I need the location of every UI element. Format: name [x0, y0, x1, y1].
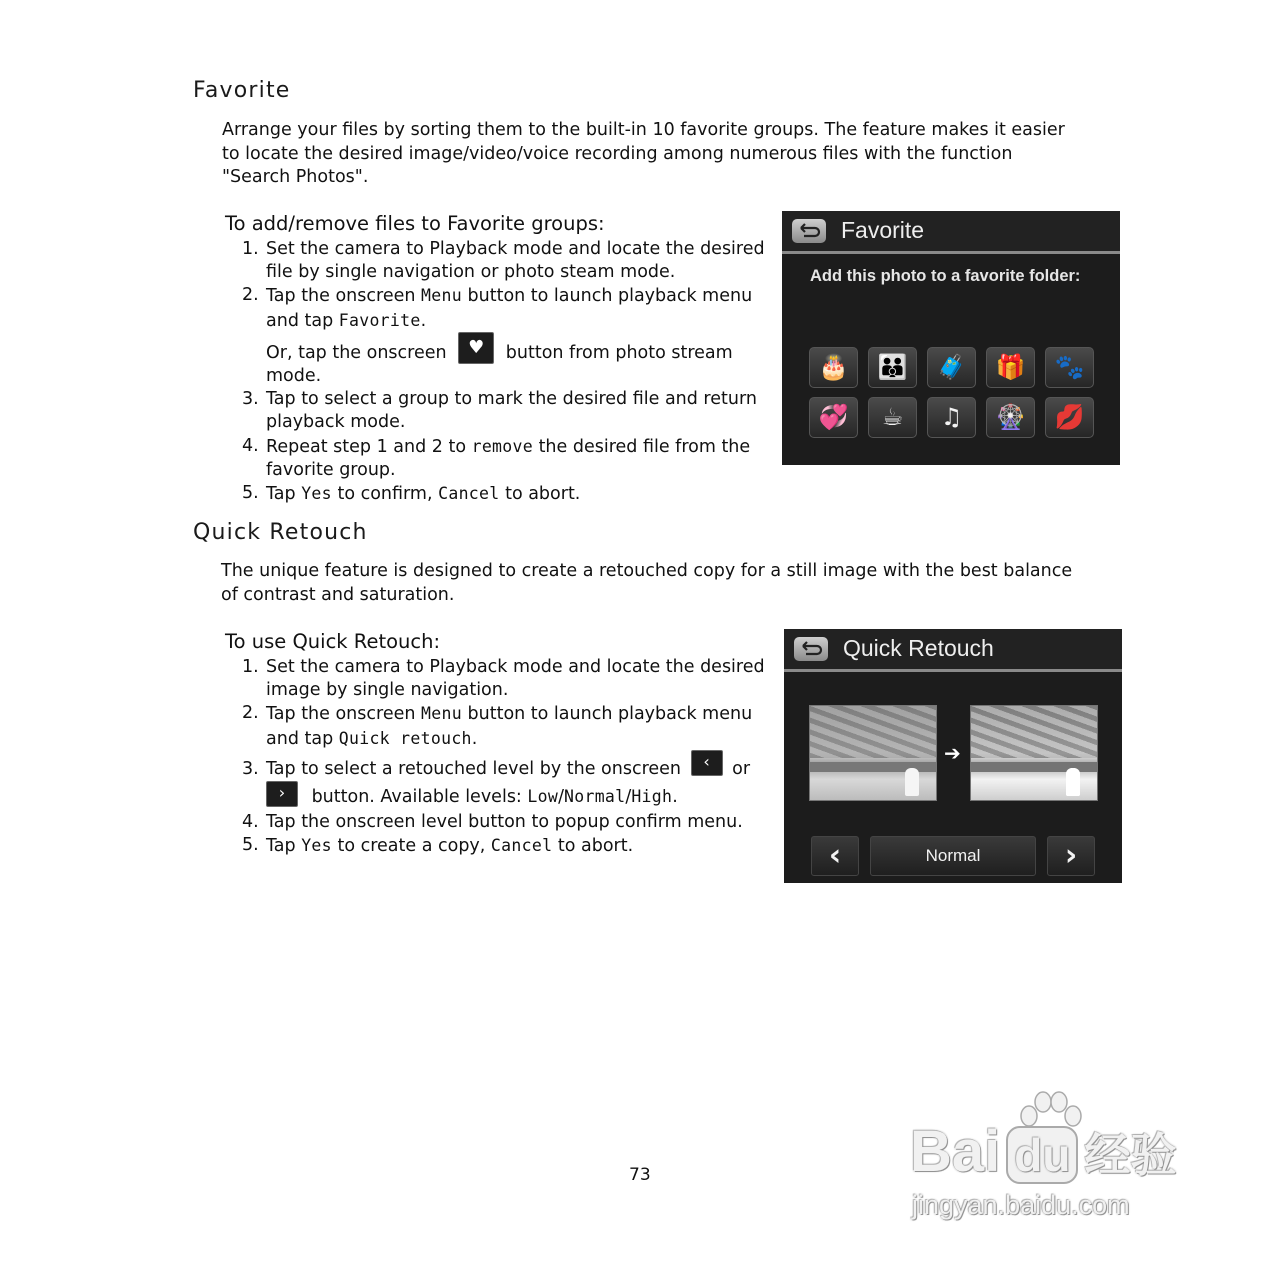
quick-retouch-screen: [784, 629, 1122, 883]
cancel-keyword: Cancel: [490, 836, 553, 856]
hearts-icon[interactable]: 💞: [809, 397, 858, 438]
watermark-cn: 经验: [1084, 1129, 1177, 1181]
paw-icon[interactable]: 🐾: [1045, 347, 1094, 388]
luggage-cart-icon[interactable]: 🧳: [927, 347, 976, 388]
retouched-photo: [970, 705, 1098, 801]
section-heading-favorite: Favorite: [193, 78, 291, 103]
back-arrow-icon: [792, 219, 826, 243]
retouch-subheading: To use Quick Retouch:: [225, 630, 441, 653]
list-item: 3. Tap to select a group to mark the desired file and return playback mode.: [242, 389, 757, 433]
screen-title: Favorite: [841, 217, 925, 243]
yes-keyword: Yes: [301, 836, 332, 856]
list-item: 4. Tap the onscreen level button to popup confirm menu.: [242, 811, 743, 832]
arrow-right-icon: ➔: [944, 741, 961, 765]
list-item: 1. Set the camera to Playback mode and locate the desired image by single navigation.: [242, 657, 765, 701]
family-icon[interactable]: 👪: [868, 347, 917, 388]
page-number: 73: [629, 1165, 651, 1185]
favorite-intro: Arrange your files by sorting them to the built-in 10 favorite groups. The feature makes it easier to locate the desired image/video/voice recording among numerous files with the function "Search Photos".: [222, 120, 1065, 187]
list-item: 2. Tap the onscreen Menu button to launch playback menu and tap Favorite.: [242, 285, 753, 331]
watermark-url: jingyan.baidu.com: [912, 1190, 1130, 1220]
section-heading-quick-retouch: Quick Retouch: [193, 520, 368, 545]
retouch-intro: The unique feature is designed to create a retouched copy for a still image with the best balance of contrast and saturation.: [221, 561, 1073, 605]
favorite-keyword: Favorite: [338, 310, 421, 330]
chevron-left-icon: ‹: [691, 750, 723, 776]
list-item: 2. Tap the onscreen Menu button to launch playback menu and tap Quick retouch.: [242, 703, 753, 749]
screen-title: Quick Retouch: [843, 635, 994, 661]
list-item: 4. Repeat step 1 and 2 to remove the desired file from the favorite group.: [242, 435, 751, 480]
back-button[interactable]: [794, 637, 828, 661]
watermark-brand: Bai: [910, 1119, 1001, 1184]
quick-retouch-keyword: Quick retouch: [338, 728, 472, 748]
cancel-keyword: Cancel: [438, 484, 500, 504]
list-item: 5. Tap Yes to create a copy, Cancel to abort.: [242, 835, 634, 857]
watermark-brand2: du: [1006, 1126, 1078, 1184]
coffee-icon[interactable]: ☕: [868, 397, 917, 438]
favorite-prompt: Add this photo to a favorite folder:: [810, 267, 1081, 285]
level-button[interactable]: Normal: [870, 836, 1036, 876]
original-photo: [809, 705, 937, 801]
menu-keyword: Menu: [421, 704, 462, 724]
favorite-steps: [225, 238, 770, 506]
low-keyword: Low: [527, 786, 559, 806]
previous-level-button[interactable]: ‹: [811, 836, 859, 876]
ferris-wheel-icon[interactable]: 🎡: [986, 397, 1035, 438]
remove-keyword: remove: [471, 436, 533, 456]
favorite-screen: [782, 211, 1120, 465]
gift-icon[interactable]: 🎁: [986, 347, 1035, 388]
next-level-button[interactable]: ›: [1047, 836, 1095, 876]
list-item: 1. Set the camera to Playback mode and locate the desired file by single navigation or photo steam mode.: [242, 239, 765, 283]
retouch-steps: [225, 656, 770, 858]
high-keyword: High: [631, 786, 673, 806]
back-button[interactable]: [792, 219, 826, 243]
yes-keyword: Yes: [301, 484, 332, 504]
favorite-screen-titlebar: [782, 211, 1120, 254]
birthday-cake-icon[interactable]: 🎂: [809, 347, 858, 388]
music-note-icon[interactable]: ♫: [927, 397, 976, 438]
heart-button-icon: ♥: [458, 332, 494, 364]
normal-keyword: Normal: [564, 786, 626, 806]
menu-keyword: Menu: [421, 286, 462, 306]
back-arrow-icon: [794, 637, 828, 661]
list-item-or: Or, tap the onscreen ♥ button from photo stream mode.: [225, 342, 770, 388]
chevron-right-icon: ›: [266, 781, 298, 807]
list-item: 3. Tap to select a retouched level by the onscreen ‹ or › button. Available levels: Low/Normal/High.: [242, 751, 751, 807]
lips-lipstick-icon[interactable]: 💋: [1045, 397, 1094, 438]
list-item: 5. Tap Yes to confirm, Cancel to abort.: [242, 483, 581, 505]
favorite-subheading: To add/remove files to Favorite groups:: [225, 212, 605, 235]
retouch-screen-titlebar: [784, 629, 1122, 672]
